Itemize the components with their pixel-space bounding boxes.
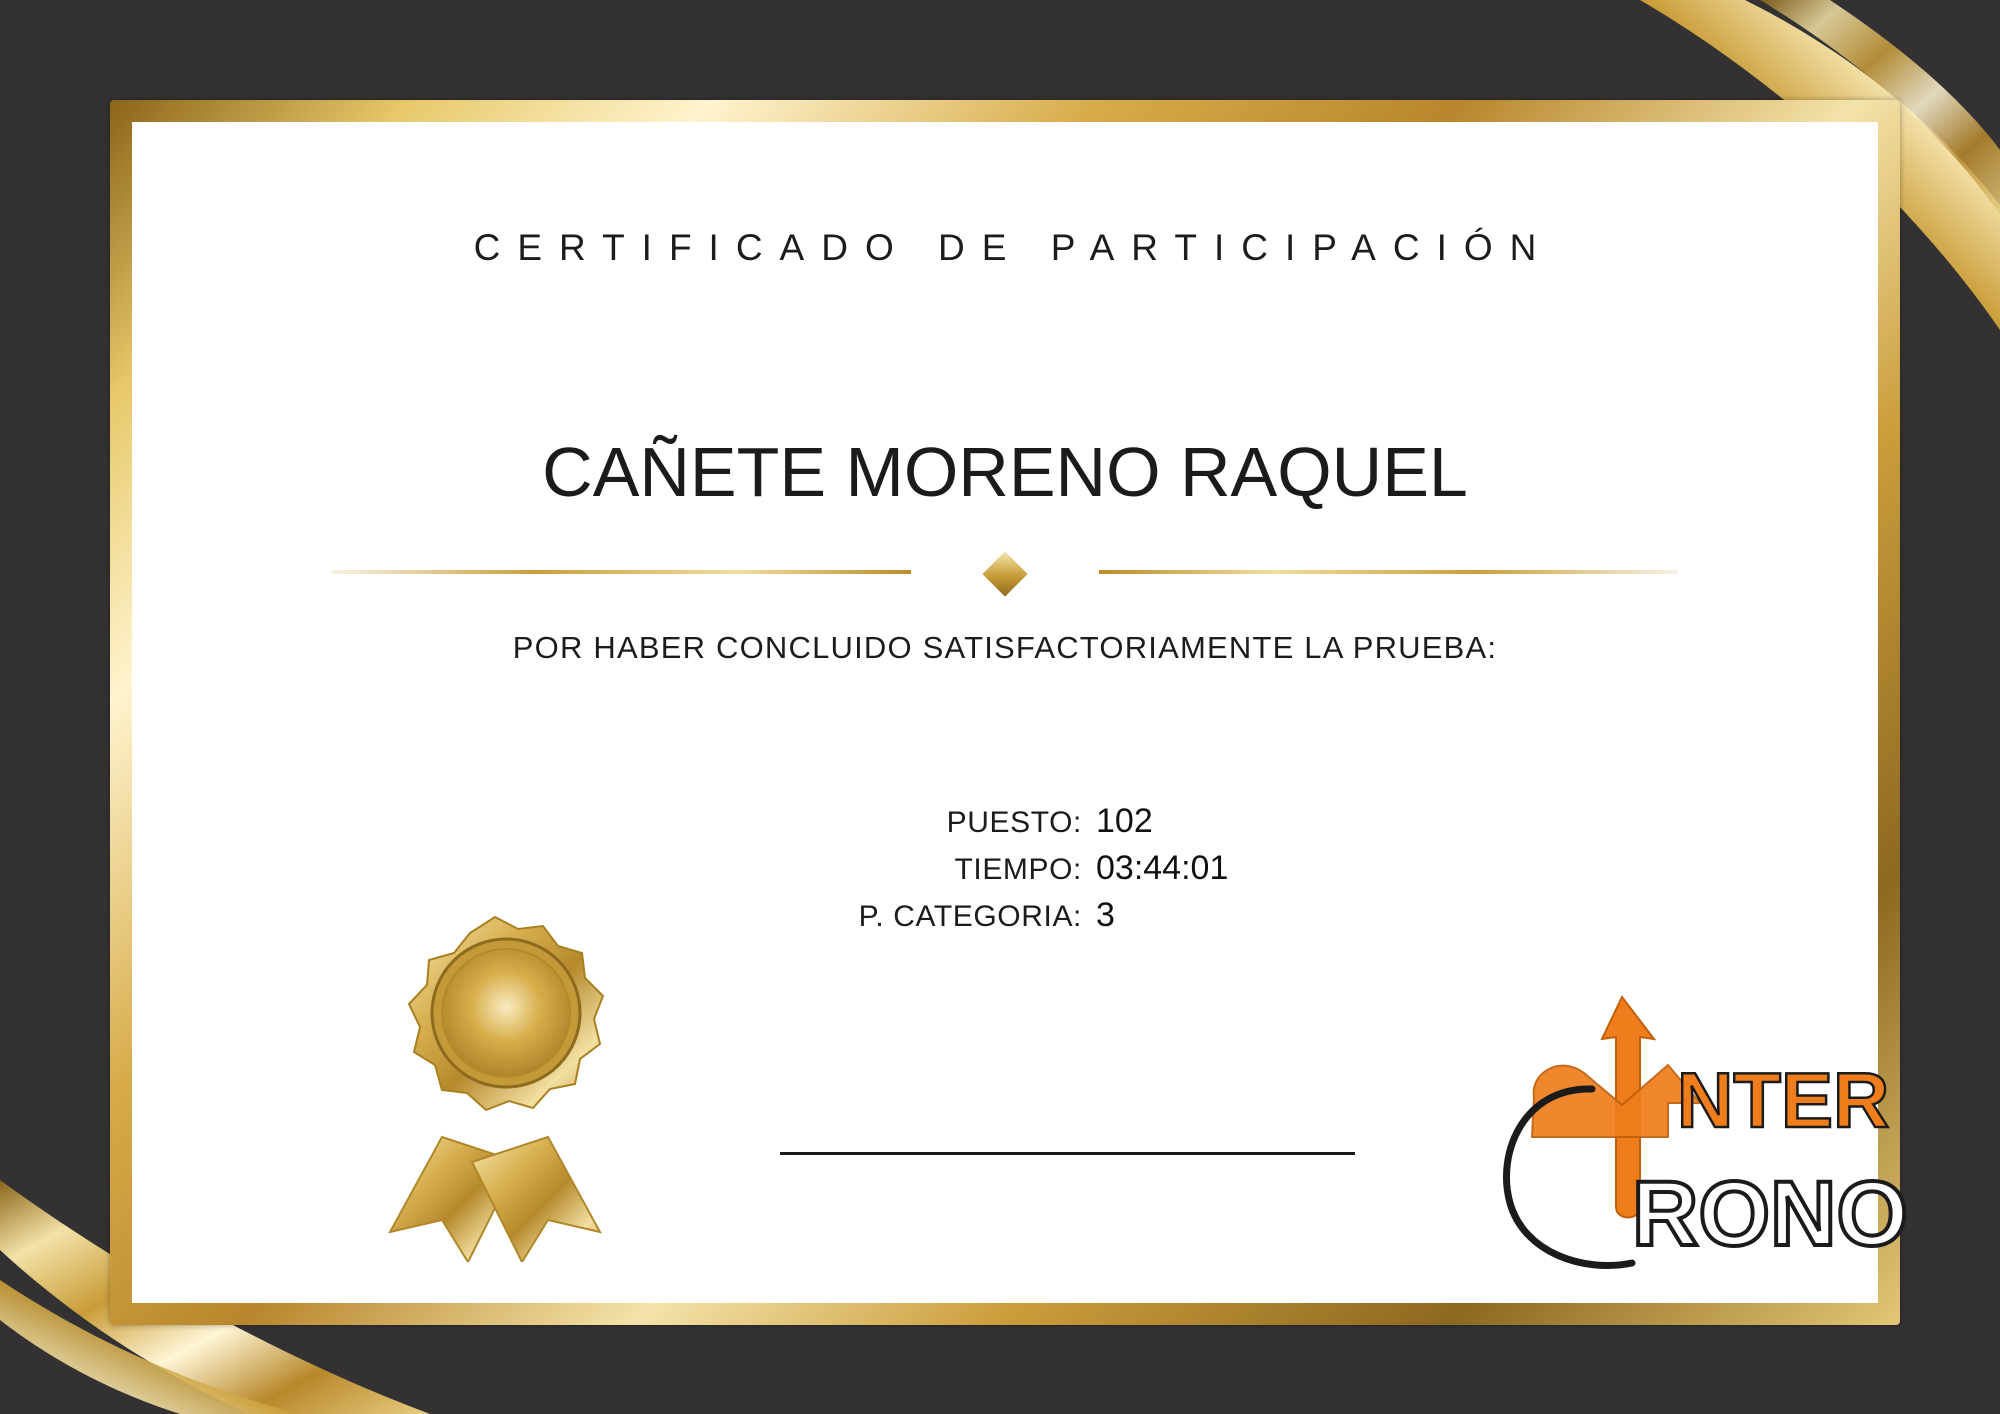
award-medal-icon — [350, 912, 640, 1262]
interkrono-logo — [1472, 977, 1922, 1282]
result-label-tiempo: TIEMPO: — [954, 853, 1082, 886]
result-label-categoria: P. CATEGORIA: — [858, 900, 1082, 933]
certificate-subtitle: POR HABER CONCLUIDO SATISFACTORIAMENTE LA PRUEBA: — [512, 630, 1498, 665]
results-block — [752, 802, 1372, 943]
diamond-divider-icon — [982, 551, 1027, 596]
result-value-categoria: 3 — [1096, 896, 1115, 934]
certificate-body — [132, 122, 1908, 1303]
result-row — [752, 802, 1372, 841]
result-row — [752, 896, 1372, 935]
gold-border-frame — [110, 100, 1908, 1325]
signature-line — [780, 1152, 1355, 1155]
page-title: CERTIFICADO DE PARTICIPACIÓN — [473, 227, 1554, 268]
divider — [332, 552, 1678, 592]
divider-line-left — [332, 570, 911, 574]
result-row — [752, 849, 1372, 888]
divider-line-right — [1099, 570, 1678, 574]
logo-text-top: NTER — [1677, 1056, 1890, 1144]
result-value-puesto: 102 — [1096, 802, 1153, 840]
result-label-puesto: PUESTO: — [946, 806, 1082, 839]
logo-text-bottom: RONO — [1632, 1163, 1908, 1265]
recipient-name: CAÑETE MORENO RAQUEL — [542, 433, 1468, 511]
result-value-tiempo: 03:44:01 — [1096, 849, 1229, 887]
